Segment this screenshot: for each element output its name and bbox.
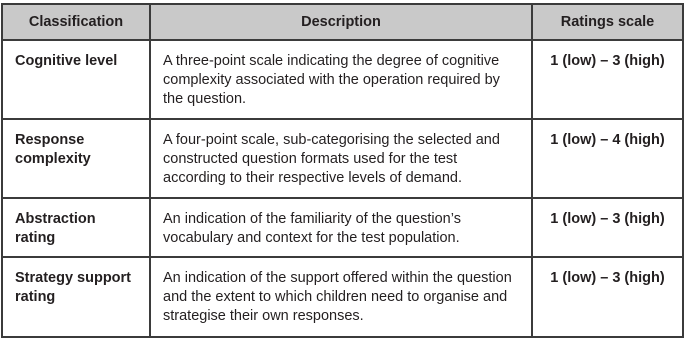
ratings-scale-cell: 1 (low) – 4 (high) — [532, 119, 683, 198]
classification-cell: Strategy support rating — [2, 257, 150, 337]
classification-cell: Response complexity — [2, 119, 150, 198]
table-header-row — [2, 4, 683, 40]
table-row — [2, 198, 683, 257]
description-cell: An indication of the support offered within the question and the extent to which children need to organise and strategise their own responses. — [150, 257, 532, 337]
table-row — [2, 40, 683, 119]
table-row — [2, 257, 683, 337]
ratings-scale-cell: 1 (low) – 3 (high) — [532, 40, 683, 119]
description-cell: An indication of the familiarity of the question’s vocabulary and context for the test population. — [150, 198, 532, 257]
description-cell: A four-point scale, sub-categorising the selected and constructed question formats used for the test according to their respective levels of demand. — [150, 119, 532, 198]
header-classification: Classification — [2, 4, 150, 40]
classification-cell: Abstraction rating — [2, 198, 150, 257]
classification-cell: Cognitive level — [2, 40, 150, 119]
ratings-table-container — [1, 3, 682, 338]
table-row — [2, 119, 683, 198]
description-cell: A three-point scale indicating the degree of cognitive complexity associated with the operation required by the question. — [150, 40, 532, 119]
header-ratings-scale: Ratings scale — [532, 4, 683, 40]
ratings-scale-cell: 1 (low) – 3 (high) — [532, 257, 683, 337]
header-description: Description — [150, 4, 532, 40]
ratings-table — [1, 3, 684, 338]
ratings-scale-cell: 1 (low) – 3 (high) — [532, 198, 683, 257]
